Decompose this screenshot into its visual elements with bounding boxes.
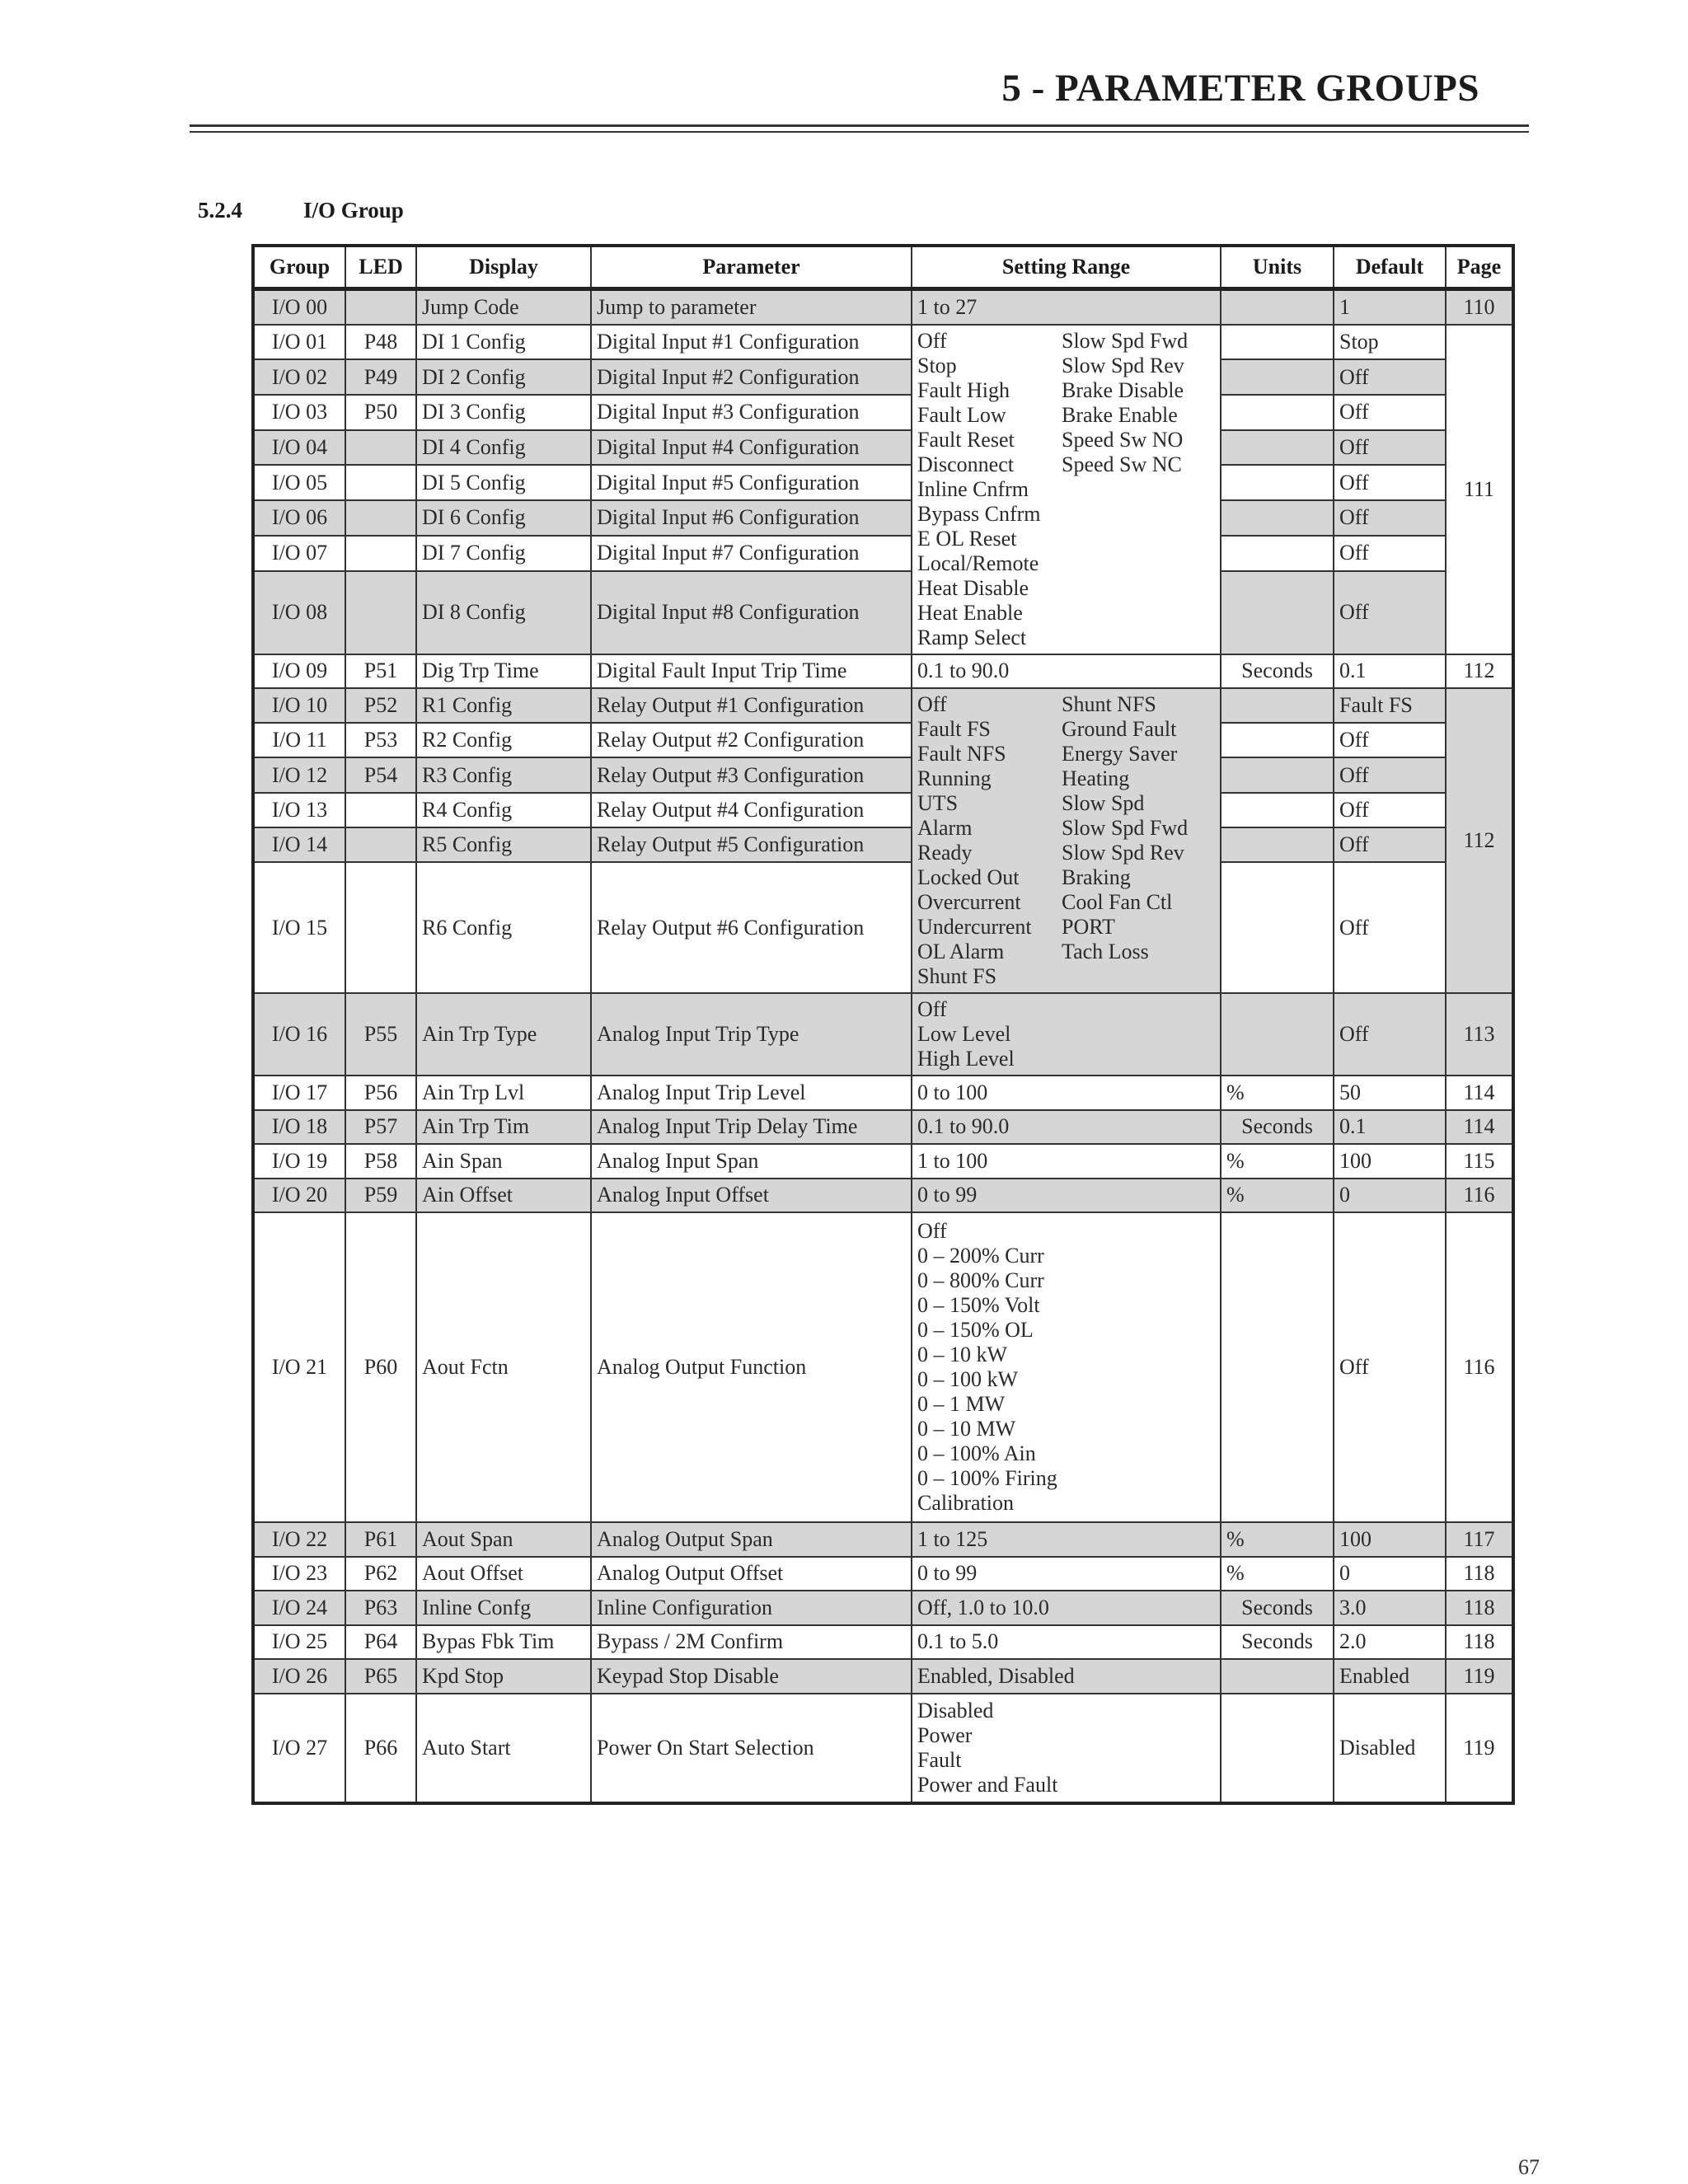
header-led: LED [345,246,416,289]
cell-parameter: Bypass / 2M Confirm [591,1625,912,1660]
cell-parameter: Analog Input Trip Level [591,1076,912,1110]
cell-range: 1 to 100 [912,1144,1221,1179]
cell-units [1221,993,1334,1076]
cell-led [345,465,416,500]
cell-led: P54 [345,757,416,792]
cell-group: I/O 25 [253,1625,345,1660]
cell-group: I/O 09 [253,654,345,689]
cell-parameter: Digital Input #3 Configuration [591,395,912,430]
cell-parameter: Relay Output #2 Configuration [591,723,912,757]
cell-group: I/O 16 [253,993,345,1076]
relay-output-options-a: Off Fault FS Fault NFS Running UTS Alarm Ready Locked Out Overcurrent Undercurrent OL Alarm Shunt FS [917,692,1032,988]
cell-group: I/O 17 [253,1076,345,1110]
table-row [253,500,1513,536]
cell-default: Off [1334,395,1446,430]
cell-default: Off [1334,465,1446,500]
cell-units: % [1221,1179,1334,1213]
cell-default: Off [1334,430,1446,466]
header-page: Page [1446,246,1513,289]
header-parameter: Parameter [591,246,912,289]
cell-default: Enabled [1334,1659,1446,1694]
cell-default: Off [1334,571,1446,654]
cell-range: 1 to 125 [912,1522,1221,1557]
cell-units [1221,500,1334,536]
cell-display: DI 1 Config [416,325,591,360]
table-row [253,465,1513,500]
cell-display: Auto Start [416,1694,591,1803]
cell-led [345,430,416,466]
cell-led: P50 [345,395,416,430]
cell-display: R4 Config [416,793,591,827]
io-group-table [251,244,1515,1805]
cell-group: I/O 20 [253,1179,345,1213]
cell-units: % [1221,1144,1334,1179]
cell-led: P52 [345,688,416,723]
cell-range: 0.1 to 5.0 [912,1625,1221,1660]
cell-led: P64 [345,1625,416,1660]
cell-default: Off [1334,359,1446,395]
cell-default: Fault FS [1334,688,1446,723]
cell-parameter: Relay Output #4 Configuration [591,793,912,827]
cell-units [1221,688,1334,723]
cell-units: % [1221,1522,1334,1557]
cell-units [1221,289,1334,325]
cell-units: % [1221,1557,1334,1591]
cell-page: 117 [1446,1522,1513,1557]
table-row [253,793,1513,827]
cell-range: Off, 1.0 to 10.0 [912,1591,1221,1625]
header-rule-double [190,131,1529,133]
cell-display: Ain Trp Lvl [416,1076,591,1110]
table-row [253,1179,1513,1213]
cell-group: I/O 01 [253,325,345,360]
cell-group: I/O 27 [253,1694,345,1803]
cell-range: Off Low Level High Level [912,993,1221,1076]
cell-group: I/O 04 [253,430,345,466]
cell-units [1221,536,1334,571]
cell-group: I/O 07 [253,536,345,571]
cell-parameter: Digital Input #4 Configuration [591,430,912,466]
cell-display: Dig Trp Time [416,654,591,689]
table-row [253,688,1513,723]
table-row [253,1076,1513,1110]
header-group: Group [253,246,345,289]
cell-parameter: Analog Input Offset [591,1179,912,1213]
cell-page: 111 [1446,325,1513,654]
cell-group: I/O 19 [253,1144,345,1179]
cell-parameter: Analog Input Trip Type [591,993,912,1076]
cell-parameter: Digital Input #1 Configuration [591,325,912,360]
cell-default: 0 [1334,1179,1446,1213]
table-row [253,1144,1513,1179]
cell-parameter: Digital Fault Input Trip Time [591,654,912,689]
cell-led [345,793,416,827]
cell-group: I/O 06 [253,500,345,536]
cell-units [1221,325,1334,360]
cell-display: DI 5 Config [416,465,591,500]
cell-group: I/O 26 [253,1659,345,1694]
digital-input-options-b: Slow Spd Fwd Slow Spd Rev Brake Disable Brake Enable Speed Sw NO Speed Sw NC [1062,328,1189,476]
cell-led: P63 [345,1591,416,1625]
header-display: Display [416,246,591,289]
cell-units [1221,1659,1334,1694]
cell-parameter: Relay Output #3 Configuration [591,757,912,792]
table-row [253,1557,1513,1591]
cell-default: Off [1334,500,1446,536]
cell-range: Off 0 – 200% Curr 0 – 800% Curr 0 – 150% Volt 0 – 150% OL 0 – 10 kW 0 – 100 kW 0 – 1 MW 0 – 10 MW 0 – 100% Ain 0 – 100% Firing Calibration [912,1212,1221,1522]
cell-parameter: Digital Input #6 Configuration [591,500,912,536]
cell-display: R1 Config [416,688,591,723]
section-number: 5.2.4 [198,198,242,223]
cell-led: P65 [345,1659,416,1694]
cell-display: Kpd Stop [416,1659,591,1694]
table-row [253,289,1513,325]
cell-led [345,571,416,654]
cell-display: R3 Config [416,757,591,792]
cell-group: I/O 13 [253,793,345,827]
table-row [253,1212,1513,1522]
cell-display: R5 Config [416,827,591,862]
cell-display: Ain Trp Tim [416,1110,591,1145]
table-row [253,1591,1513,1625]
cell-display: DI 7 Config [416,536,591,571]
cell-page: 119 [1446,1694,1513,1803]
cell-group: I/O 23 [253,1557,345,1591]
cell-units: % [1221,1076,1334,1110]
cell-default: Off [1334,993,1446,1076]
cell-units: Seconds [1221,1625,1334,1660]
cell-units [1221,571,1334,654]
table-row [253,1659,1513,1694]
cell-range: 0.1 to 90.0 [912,1110,1221,1145]
cell-range: Disabled Power Fault Power and Fault [912,1694,1221,1803]
cell-default: Off [1334,862,1446,993]
cell-range: Enabled, Disabled [912,1659,1221,1694]
table-row [253,654,1513,689]
cell-group: I/O 22 [253,1522,345,1557]
cell-units [1221,395,1334,430]
table-row [253,430,1513,466]
cell-page: 116 [1446,1212,1513,1522]
cell-parameter: Keypad Stop Disable [591,1659,912,1694]
cell-parameter: Jump to parameter [591,289,912,325]
cell-led [345,500,416,536]
cell-range: 0 to 99 [912,1179,1221,1213]
cell-display: Ain Trp Type [416,993,591,1076]
cell-led: P51 [345,654,416,689]
cell-default: Off [1334,827,1446,862]
cell-parameter: Inline Configuration [591,1591,912,1625]
cell-led: P58 [345,1144,416,1179]
cell-units: Seconds [1221,1110,1334,1145]
cell-group: I/O 08 [253,571,345,654]
cell-display: Bypas Fbk Tim [416,1625,591,1660]
cell-led: P56 [345,1076,416,1110]
cell-page: 118 [1446,1591,1513,1625]
cell-group: I/O 21 [253,1212,345,1522]
header-rule [190,124,1529,127]
cell-default: 3.0 [1334,1591,1446,1625]
chapter-title: 5 - PARAMETER GROUPS [1001,67,1479,110]
cell-units: Seconds [1221,1591,1334,1625]
cell-page: 114 [1446,1076,1513,1110]
cell-display: Jump Code [416,289,591,325]
cell-parameter: Relay Output #5 Configuration [591,827,912,862]
cell-parameter: Digital Input #5 Configuration [591,465,912,500]
cell-default: 50 [1334,1076,1446,1110]
cell-display: Ain Span [416,1144,591,1179]
cell-default: Disabled [1334,1694,1446,1803]
table-row [253,1522,1513,1557]
cell-default: Stop [1334,325,1446,360]
cell-display: DI 4 Config [416,430,591,466]
cell-units [1221,1694,1334,1803]
cell-default: 0.1 [1334,1110,1446,1145]
table-header-row [253,246,1513,289]
cell-led: P55 [345,993,416,1076]
header-default: Default [1334,246,1446,289]
cell-led: P49 [345,359,416,395]
table-row [253,1625,1513,1660]
digital-input-options-a: Off Stop Fault High Fault Low Fault Reset Disconnect Inline Cnfrm Bypass Cnfrm E OL Reset Local/Remote Heat Disable Heat Enable Ramp Select [917,328,1041,649]
cell-range: 0 to 99 [912,1557,1221,1591]
table-row [253,395,1513,430]
cell-parameter: Analog Input Trip Delay Time [591,1110,912,1145]
cell-parameter: Relay Output #6 Configuration [591,862,912,993]
cell-group: I/O 00 [253,289,345,325]
cell-units [1221,827,1334,862]
section-heading [198,198,404,223]
cell-units [1221,793,1334,827]
cell-display: DI 2 Config [416,359,591,395]
cell-display: Aout Fctn [416,1212,591,1522]
cell-led: P53 [345,723,416,757]
cell-units [1221,1212,1334,1522]
cell-page: 118 [1446,1625,1513,1660]
cell-default: Off [1334,723,1446,757]
cell-units [1221,359,1334,395]
cell-default: Off [1334,536,1446,571]
cell-default: 100 [1334,1144,1446,1179]
section-title: I/O Group [303,198,404,223]
cell-parameter: Analog Output Span [591,1522,912,1557]
table-row [253,536,1513,571]
table-row [253,325,1513,360]
table-row [253,862,1513,993]
relay-output-range-cell [912,688,1221,993]
cell-led: P62 [345,1557,416,1591]
cell-default: 0.1 [1334,654,1446,689]
relay-output-options-b: Shunt NFS Ground Fault Energy Saver Heating Slow Spd Slow Spd Fwd Slow Spd Rev Braking Cool Fan Ctl PORT Tach Loss [1062,692,1189,963]
cell-parameter: Analog Input Span [591,1144,912,1179]
cell-led [345,827,416,862]
table-row [253,757,1513,792]
table-row [253,1110,1513,1145]
cell-led: P66 [345,1694,416,1803]
cell-units [1221,430,1334,466]
cell-display: DI 3 Config [416,395,591,430]
header-setting-range: Setting Range [912,246,1221,289]
cell-page: 116 [1446,1179,1513,1213]
cell-display: R6 Config [416,862,591,993]
cell-page: 115 [1446,1144,1513,1179]
cell-page: 110 [1446,289,1513,325]
cell-parameter: Power On Start Selection [591,1694,912,1803]
cell-parameter: Digital Input #8 Configuration [591,571,912,654]
cell-parameter: Analog Output Offset [591,1557,912,1591]
cell-parameter: Digital Input #2 Configuration [591,359,912,395]
cell-parameter: Digital Input #7 Configuration [591,536,912,571]
cell-led: P48 [345,325,416,360]
table-row [253,827,1513,862]
cell-led: P61 [345,1522,416,1557]
cell-led [345,536,416,571]
table-row [253,359,1513,395]
cell-parameter: Analog Output Function [591,1212,912,1522]
cell-display: Aout Span [416,1522,591,1557]
cell-led: P60 [345,1212,416,1522]
cell-default: 100 [1334,1522,1446,1557]
cell-page: 112 [1446,688,1513,993]
cell-display: Ain Offset [416,1179,591,1213]
cell-range: 0.1 to 90.0 [912,654,1221,689]
cell-default: Off [1334,793,1446,827]
cell-default: 1 [1334,289,1446,325]
page-number: 67 [1518,2155,1540,2179]
cell-default: 0 [1334,1557,1446,1591]
cell-led: P57 [345,1110,416,1145]
cell-group: I/O 11 [253,723,345,757]
cell-default: Off [1334,1212,1446,1522]
cell-group: I/O 18 [253,1110,345,1145]
cell-group: I/O 14 [253,827,345,862]
cell-display: R2 Config [416,723,591,757]
digital-input-range-cell [912,325,1221,654]
cell-page: 112 [1446,654,1513,689]
cell-group: I/O 15 [253,862,345,993]
cell-parameter: Relay Output #1 Configuration [591,688,912,723]
cell-page: 114 [1446,1110,1513,1145]
cell-display: DI 8 Config [416,571,591,654]
cell-range: 1 to 27 [912,289,1221,325]
cell-units [1221,862,1334,993]
cell-led [345,862,416,993]
cell-led: P59 [345,1179,416,1213]
cell-display: Aout Offset [416,1557,591,1591]
cell-led [345,289,416,325]
cell-page: 113 [1446,993,1513,1076]
table-row [253,723,1513,757]
cell-group: I/O 05 [253,465,345,500]
cell-units [1221,757,1334,792]
cell-group: I/O 03 [253,395,345,430]
cell-default: 2.0 [1334,1625,1446,1660]
cell-group: I/O 10 [253,688,345,723]
table-row [253,993,1513,1076]
cell-display: DI 6 Config [416,500,591,536]
cell-range: 0 to 100 [912,1076,1221,1110]
cell-page: 119 [1446,1659,1513,1694]
cell-group: I/O 02 [253,359,345,395]
cell-display: Inline Confg [416,1591,591,1625]
header-units: Units [1221,246,1334,289]
cell-default: Off [1334,757,1446,792]
table-row [253,571,1513,654]
cell-units [1221,723,1334,757]
cell-group: I/O 12 [253,757,345,792]
cell-group: I/O 24 [253,1591,345,1625]
table-row [253,1694,1513,1803]
cell-units [1221,465,1334,500]
cell-units: Seconds [1221,654,1334,689]
cell-page: 118 [1446,1557,1513,1591]
